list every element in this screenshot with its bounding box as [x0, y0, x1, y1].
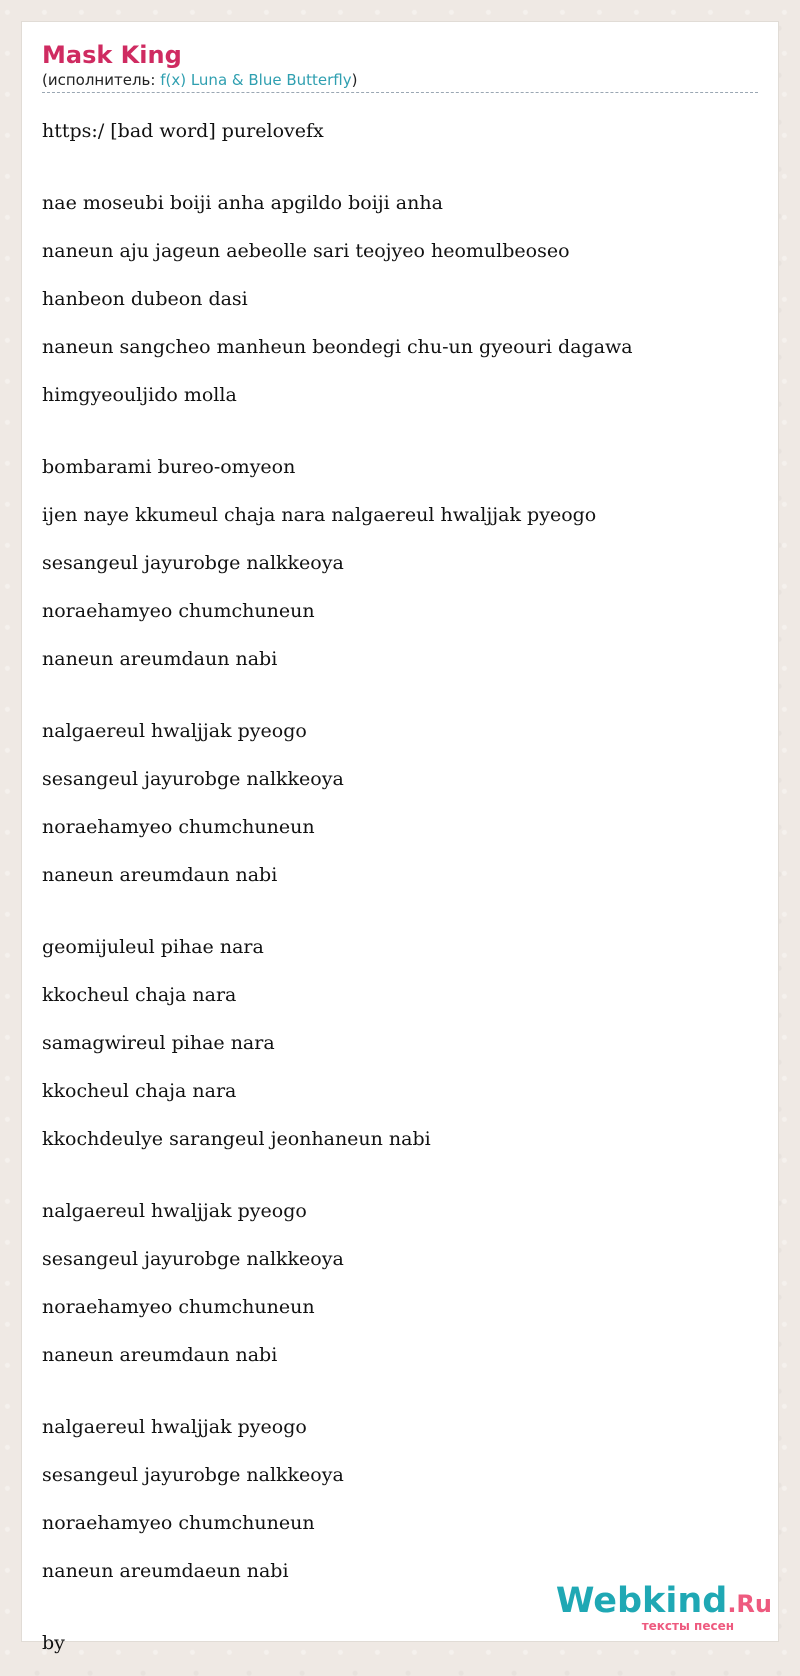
lyric-line: naneun areumdaun nabi — [42, 864, 278, 886]
lyrics-body — [42, 116, 758, 1676]
lyric-line: naneun areumdaun nabi — [42, 648, 278, 670]
lyric-line: ijen naye kkumeul chaja nara nalgaereul hwaljjak pyeogo — [42, 504, 597, 526]
lyric-line: kkocheul chaja nara — [42, 984, 237, 1006]
lyric-line: sesangeul jayurobge nalkkeoya — [42, 1464, 344, 1486]
logo-tld: .Ru — [727, 1590, 772, 1618]
lyrics-card — [21, 21, 779, 1654]
artist-prefix: (исполнитель: — [42, 71, 161, 89]
lyric-line: https:/ [bad word] purelovefx — [42, 120, 324, 142]
artist-link[interactable]: f(x) Luna & Blue Butterfly — [160, 71, 352, 89]
logo-tagline: тексты песен — [641, 1619, 734, 1633]
logo-name: Webkind — [555, 1581, 728, 1621]
lyric-line: naneun areumdaeun nabi — [42, 1560, 289, 1582]
logo-wordmark — [556, 1581, 772, 1624]
lyric-line: bombarami bureo-omyeon — [42, 456, 296, 478]
lyric-line: kkocheul chaja nara — [42, 1080, 237, 1102]
lyric-line: nalgaereul hwaljjak pyeogo — [42, 1200, 307, 1222]
lyric-line: hanbeon dubeon dasi — [42, 288, 248, 310]
site-logo[interactable] — [555, 1579, 772, 1641]
lyric-line: noraehamyeo chumchuneun — [42, 1512, 315, 1534]
song-title: Mask King — [42, 41, 182, 69]
lyric-line: naneun sangcheo manheun beondegi chu-un gyeouri dagawa — [42, 336, 633, 358]
stanza-gap — [42, 1172, 758, 1196]
stanza-gap — [42, 428, 758, 452]
lyric-line: nalgaereul hwaljjak pyeogo — [42, 1416, 307, 1438]
lyric-line: noraehamyeo chumchuneun — [42, 600, 315, 622]
lyric-line: noraehamyeo chumchuneun — [42, 1296, 315, 1318]
lyric-line: nae moseubi boiji anha apgildo boiji anha — [42, 192, 443, 214]
artist-line — [42, 70, 758, 90]
stanza-gap — [42, 1388, 758, 1412]
lyric-line: noraehamyeo chumchuneun — [42, 816, 315, 838]
lyric-line: sesangeul jayurobge nalkkeoya — [42, 552, 344, 574]
lyric-line: naneun areumdaun nabi — [42, 1344, 278, 1366]
artist-suffix: ) — [351, 71, 358, 89]
lyric-line: himgyeouljido molla — [42, 384, 237, 406]
song-header — [42, 40, 758, 93]
stanza-gap — [42, 692, 758, 716]
lyric-line: naneun aju jageun aebeolle sari teojyeo heomulbeoseo — [42, 240, 570, 262]
lyric-line: geomijuleul pihae nara — [42, 936, 264, 958]
lyric-line: by — [42, 1632, 65, 1654]
lyric-line: nalgaereul hwaljjak pyeogo — [42, 720, 307, 742]
lyric-line: sesangeul jayurobge nalkkeoya — [42, 768, 344, 790]
lyric-line: kkochdeulye sarangeul jeonhaneun nabi — [42, 1128, 431, 1150]
stanza-gap — [42, 908, 758, 932]
lyric-line: sesangeul jayurobge nalkkeoya — [42, 1248, 344, 1270]
lyric-line: samagwireul pihae nara — [42, 1032, 275, 1054]
stanza-gap — [42, 164, 758, 188]
